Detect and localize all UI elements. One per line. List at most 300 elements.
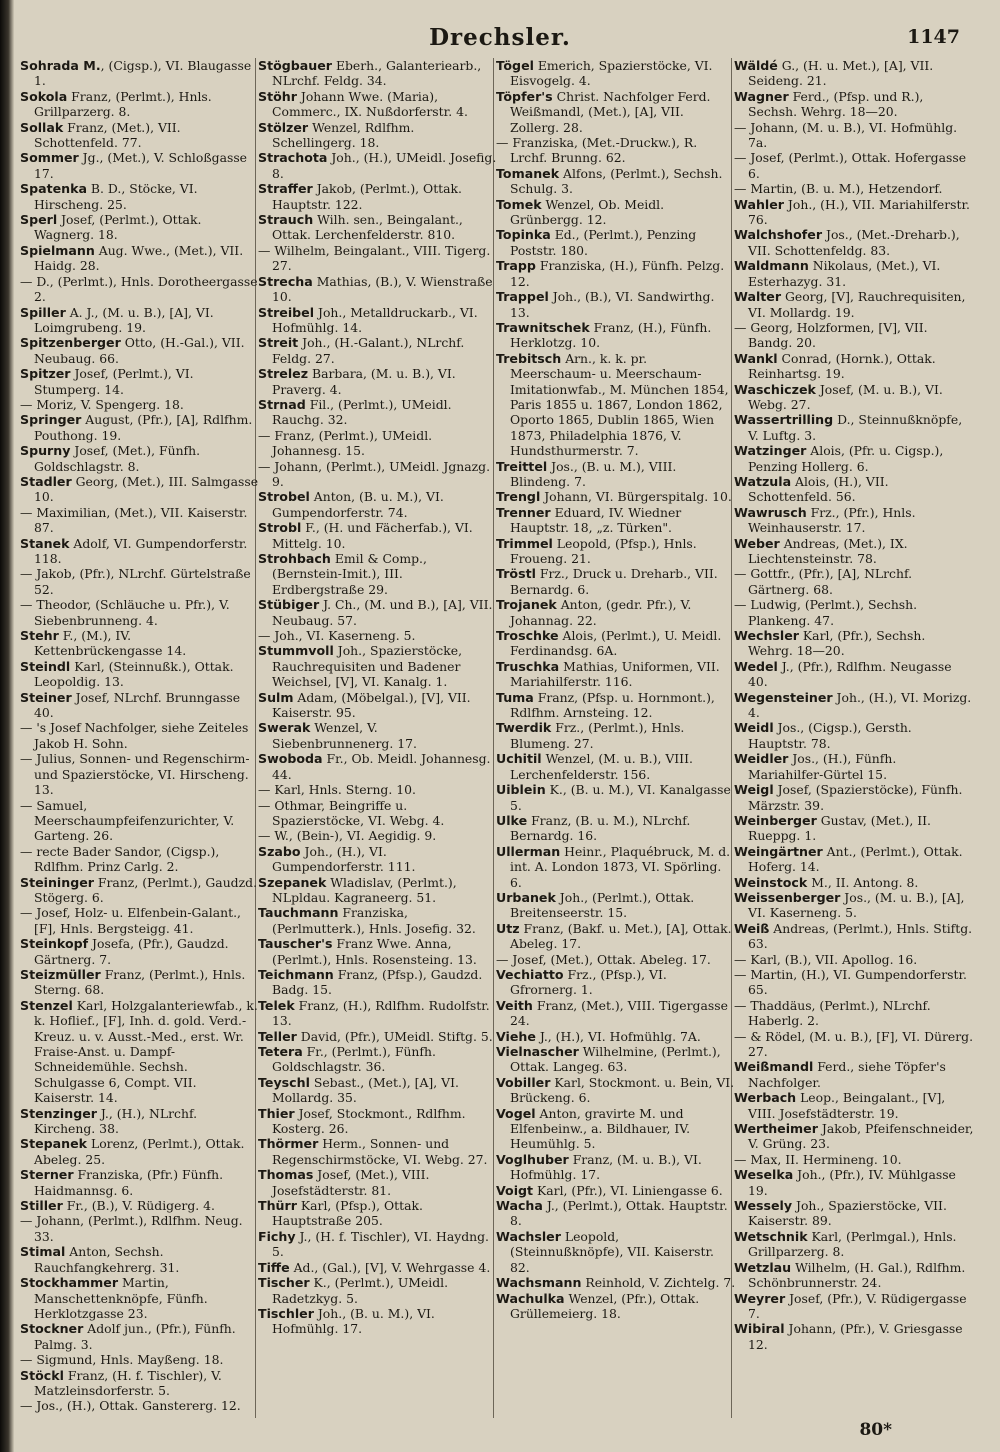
entry-name: Ulke [496,812,528,828]
directory-entry [20,536,260,567]
directory-entry [734,597,974,628]
entry-details: — Samuel, Meerschaumpfeifenzurichter, V. Garteng. 26. [20,797,235,844]
entry-details: Johann Wwe. (Maria), Commerc., IX. Nußdorferstr. 4. [272,88,468,120]
directory-entry [496,58,736,89]
entry-details: D., Steinnußknöpfe, V. Luftg. 3. [748,412,963,443]
entry-name: Streibel [258,304,315,320]
entry-name: Teichmann [258,966,334,982]
entry-details: A. J., (M. u. B.), [A], VI. Loimgrubeng. 19. [34,304,214,335]
entry-details: Wilhelmine, (Perlmt.), Ottak. Langeg. 63. [510,1044,721,1075]
entry-details: Joh., (H.-Galant.), NLrchf. Feldg. 27. [272,335,465,366]
entry-name: Steininger [20,874,94,890]
directory-entry [20,844,260,875]
entry-name: Spitzer [20,366,71,382]
entry-name: Wäldé [734,58,778,73]
directory-entry [258,875,498,906]
entry-details: Franz, (H. f. Tischler), V. Matzleinsdorferstr. 5. [34,1367,222,1398]
entry-name: Stögbauer [258,58,332,73]
directory-column-4 [734,58,974,1418]
directory-entry [496,351,736,459]
entry-name: Watzula [734,473,792,489]
directory-entry [734,150,974,181]
entry-name: Szabo [258,843,301,859]
directory-entry [734,351,974,382]
directory-column-3 [496,58,736,1418]
directory-entry [496,566,736,597]
entry-details: Jos., (B. u. M.), VIII. Blindeng. 7. [510,458,677,489]
directory-entry [20,659,260,690]
entry-name: Utz [496,920,520,936]
entry-name: Weiß [734,920,770,936]
entry-name: Waldmann [734,258,809,274]
entry-details: Ant., (Perlmt.), Ottak. Hoferg. 14. [748,843,963,875]
entry-name: Wankl [734,350,778,366]
entry-details: Josef, (Perlmt.), Ottak. Wagnerg. 18. [34,212,202,243]
entry-details: Josef, (Met.), Fünfh. Goldschlagstr. 8. [34,443,201,474]
entry-details: G., (H. u. Met.), [A], VII. Seideng. 21. [748,58,934,89]
directory-entry [496,536,736,567]
entry-name: Swerak [258,720,311,736]
entry-details: Frz., (Perlmt.), Hnls. Blumeng. 27. [510,720,685,751]
entry-details: Jg., (Met.), V. Schloßgasse 17. [34,150,248,181]
directory-entry [496,1198,736,1229]
directory-entry [734,1321,974,1352]
entry-details: Mathias, Uniformen, VII. Mariahilferstr. 116. [510,658,720,690]
entry-details: Johann, (Pfr.), V. Griesgasse 12. [748,1321,963,1352]
entry-details: J. Ch., (M. und B.), [A], VII. Neubaug. 57. [272,597,493,628]
entry-name: Wibiral [734,1321,785,1337]
page-header [0,18,1000,58]
directory-entry [496,289,736,320]
entry-details: — Joh., VI. Kaserneng. 5. [258,628,416,644]
entry-details: — recte Bader Sandor, (Cigsp.), Rdlfhm. Prinz Carlg. 2. [20,843,220,875]
entry-details: Franz Wwe. Anna, (Perlmt.), Hnls. Rosensteing. 13. [272,936,477,967]
directory-entry [734,1059,974,1090]
directory-entry [258,1229,498,1260]
entry-details: Wenzel, Ob. Meidl. Grünbergg. 12. [510,196,665,228]
entry-name: Vielnascher [496,1044,579,1059]
entry-details: B. D., Stöcke, VI. Hirscheng. 25. [34,181,198,212]
entry-details: Franz, (H.), Rdlfhm. Rudolfstr. 13. [272,997,490,1029]
entry-name: Wegensteiner [734,689,833,705]
entry-details: — D., (Perlmt.), Hnls. Dorotheergasse 2. [20,273,258,305]
entry-name: Watzinger [734,443,807,459]
directory-entry [258,1136,498,1167]
entry-name: Trimmel [496,535,553,551]
entry-details: Karl, Stockmont. u. Bein, VI. Brückeng. 6. [510,1074,735,1106]
entry-details: Josef, (Spazierstöcke), Fünfh. Märzstr. 39. [748,782,963,813]
entry-details: — Max, II. Hermineng. 10. [734,1151,902,1167]
entry-details: Jakob, (Perlmt.), Ottak. Hauptstr. 122. [272,181,462,212]
directory-entry [734,566,974,597]
directory-entry [496,659,736,690]
directory-entry [258,1167,498,1198]
entry-details: Eduard, IV. Wiedner Hauptstr. 18, „z. Türken". [510,504,682,536]
entry-details: Gustav, (Met.), II. Rueppg. 1. [748,812,931,844]
directory-entry [258,274,498,305]
entry-details: — Maximilian, (Met.), VII. Kaiserstr. 87. [20,504,248,536]
directory-entry [734,1198,974,1229]
entry-name: Stenzinger [20,1105,97,1121]
directory-entry [258,1029,498,1044]
entry-details: Mathias, (B.), V. Wienstraße 10. [272,273,493,305]
entry-details: Franz, (Perlmt.), Hnls. Grillparzerg. 8. [34,88,212,120]
entry-details: J., (Pfr.), Rdlfhm. Neugasse 40. [748,658,952,690]
entry-name: Stanek [20,535,70,551]
entry-name: Stockhammer [20,1275,119,1291]
entry-details: Leopold, (Pfsp.), Hnls. Froueng. 21. [510,535,697,566]
directory-entry [496,1183,736,1198]
directory-entry [20,89,260,120]
entry-name: Steiner [20,689,72,705]
entry-name: Wetzlau [734,1259,792,1275]
entry-name: Vogel [496,1105,536,1121]
entry-details: — Georg, Holzformen, [V], VII. Bandg. 20. [734,319,928,351]
entry-details: Otto, (H.-Gal.), VII. Neubaug. 66. [34,335,245,366]
entry-details: K., (B. u. M.), VI. Kanalgasse 5. [510,782,731,813]
directory-entry [734,89,974,120]
directory-entry [20,1244,260,1275]
entry-name: Wahler [734,196,784,212]
directory-entry [734,536,974,567]
entry-name: Steinkopf [20,936,89,952]
directory-entry [734,659,974,690]
entry-details: Wenzel, V. Siebenbrunnenerg. 17. [272,720,417,751]
directory-entry [734,998,974,1029]
entry-name: Uiblein [496,782,546,798]
directory-entry [734,875,974,890]
directory-entry [734,720,974,751]
entry-details: — Moriz, V. Spengerg. 18. [20,396,184,412]
directory-entry [496,505,736,536]
entry-name: Stenzel [20,997,73,1013]
directory-entry [496,320,736,351]
entry-name: Stockner [20,1321,84,1337]
entry-name: Trapp [496,258,536,274]
entry-details: — Martin, (B. u. M.), Hetzendorf. [734,181,943,197]
entry-name: Wachsler [496,1228,561,1244]
entry-name: Wagner [734,88,789,104]
entry-details: — Jakob, (Pfr.), NLrchf. Gürtelstraße 52. [20,566,251,597]
directory-entry [734,952,974,967]
entry-name: Viehe [496,1028,536,1044]
directory-entry [20,1167,260,1198]
entry-details: Nikolaus, (Met.), VI. Esterhazyg. 31. [748,258,941,289]
directory-entry [258,905,498,936]
entry-details: , (Cigsp.), VI. Blaugasse 1. [34,58,252,89]
directory-entry [734,258,974,289]
directory-entry [496,998,736,1029]
entry-details: Arn., k. k. pr. Meerschaum- u. Meerschaum-Imitationwfab., M. München 1854, Paris 1855 u. 1867, London 1862, Oporto 1865, Dublin 1865, Wien 1873, Philadelphia 1876, V. Hundsthurmerstr. 7. [510,350,729,459]
entry-details: Wenzel, Rdlfhm. Schellingerg. 18. [272,119,415,151]
entry-name: Stadler [20,473,72,489]
entry-name: Thürr [258,1198,297,1214]
entry-details: Wladislav, (Perlmt.), NLpldau. Kagraneerg. 51. [272,874,457,905]
entry-name: Trenner [496,504,551,520]
entry-name: Wassertrilling [734,412,834,428]
entry-name: Werbach [734,1090,797,1106]
entry-details: Wenzel, (Pfr.), Ottak. Grüllemeierg. 18. [510,1290,700,1321]
entry-details: — Theodor, (Schläuche u. Pfr.), V. Siebenbrunneng. 4. [20,597,230,628]
directory-entry [496,89,736,135]
directory-entry [734,227,974,258]
entry-details: Lorenz, (Perlmt.), Ottak. Abeleg. 25. [34,1136,245,1167]
entry-details: — 's Josef Nachfolger, siehe Zeiteles Jakob H. Sohn. [20,720,249,751]
entry-name: Ullerman [496,843,561,859]
entry-name: Strohbach [258,551,331,566]
directory-entry [258,335,498,366]
entry-details: Jos., (Met.-Dreharb.), VII. Schottenfeldg. 83. [748,227,960,258]
entry-details: Georg, [V], Rauchrequisiten, VI. Mollardg. 19. [748,289,966,320]
entry-name: Spielmann [20,242,95,258]
directory-entry [258,597,498,628]
directory-entry [20,875,260,906]
entry-name: Trawnitschek [496,319,590,335]
entry-details: — Sigmund, Hnls. Mayßeng. 18. [20,1352,224,1368]
directory-entry [734,690,974,721]
directory-entry [20,474,260,505]
entry-details: Johann, VI. Bürgerspitalg. 10. [540,489,732,505]
entry-details: Adolf, VI. Gumpendorferstr. 118. [34,535,248,566]
directory-entry [734,320,974,351]
directory-entry [20,243,260,274]
entry-details: Alois, (Perlmt.), U. Meidl. Ferdinandsg. 6A. [510,628,722,659]
entry-details: — Johann, (Perlmt.), Rdlfhm. Neug. 33. [20,1213,243,1244]
directory-entry [734,505,974,536]
directory-entry [20,597,260,628]
entry-name: Stummvoll [258,643,334,659]
entry-name: Sommer [20,150,79,166]
directory-entry [258,720,498,751]
entry-name: Trebitsch [496,350,562,366]
entry-details: Joh., (H.), VI. Gumpendorferstr. 111. [272,843,416,875]
entry-details: Herm., Sonnen- und Regenschirmstöcke, VI. Webg. 27. [272,1136,488,1167]
entry-details: Wilhelm, (H. Gal.), Rdlfhm. Schönbrunnerstr. 24. [748,1259,966,1291]
directory-entry [258,366,498,397]
entry-details: K., (Perlmt.), UMeidl. Radetzkyg. 5. [272,1275,449,1306]
entry-details: — Josef, (Met.), Ottak. Abeleg. 17. [496,951,711,967]
entry-details: Martin, Manschettenknöpfe, Fünfh. Herklotzgasse 23. [34,1275,208,1321]
directory-entry [496,1275,736,1290]
directory-entry [496,628,736,659]
entry-name: Truschka [496,658,560,674]
directory-entry [258,1044,498,1075]
entry-details: Josef, (Met.), VIII. Josefstädterstr. 81. [272,1167,430,1198]
entry-name: Tischler [258,1305,314,1321]
entry-details: J., (H.), VI. Hofmühlg. 7A. [535,1028,701,1044]
entry-name: Teller [258,1028,297,1044]
entry-name: Weinstock [734,874,808,890]
directory-entry [258,1260,498,1275]
entry-name: Strobl [258,520,302,536]
directory-entry [258,120,498,151]
entry-details: — Josef, Holz- u. Elfenbein-Galant., [F], Hnls. Bergsteigg. 41. [20,905,241,936]
entry-name: Wertheimer [734,1121,818,1137]
directory-entry [20,798,260,844]
entry-name: Twerdik [496,720,552,736]
directory-entry [258,967,498,998]
entry-name: Weissenberger [734,889,841,905]
directory-entry [734,120,974,151]
directory-columns [20,58,974,1418]
entry-details: Emil & Comp., (Bernstein-Imit.), III. Erdbergstraße 29. [272,551,427,597]
directory-entry [258,1275,498,1306]
directory-entry [20,1398,260,1413]
directory-entry [496,1075,736,1106]
directory-entry [20,1352,260,1367]
entry-details: Jos., (M. u. B.), [A], VI. Kaserneng. 5. [748,889,965,921]
directory-entry [496,751,736,782]
entry-details: Georg, (Met.), III. Salmgasse 10. [34,473,259,505]
directory-entry [496,135,736,166]
entry-details: — Othmar, Beingriffe u. Spazierstöcke, VI. Webg. 4. [258,797,445,828]
entry-name: Wessely [734,1198,793,1214]
directory-entry [734,1029,974,1060]
entry-details: Franz, (Perlmt.), Gaudzd. Stögerg. 6. [34,874,258,905]
entry-details: — Karl, Hnls. Sterng. 10. [258,782,416,798]
entry-name: Wetschnik [734,1228,808,1244]
entry-name: Strauch [258,212,314,228]
entry-details: Karl, (Pfsp.), Ottak. Hauptstraße 205. [272,1198,423,1229]
entry-details: Karl, Holzgalanteriewfab., k. k. Hoflief., [F], Inh. d. gold. Verd.-Kreuz. u. v. Ausst.-Med., erst. Wr. Fraise-Anst. u. Dampf-Schneidemühle. Sechsh. Schulgasse 6, Compt. VII. Kaiserstr. 14. [34,997,258,1106]
directory-entry [20,628,260,659]
entry-name: Thomas [258,1167,314,1183]
entry-name: Spitzenberger [20,335,121,351]
entry-details: Karl, (Pfr.), Sechsh. Wehrg. 18—20. [748,628,926,659]
entry-details: Franz, (Pfsp.), Gaudzd. Badg. 15. [272,966,483,998]
entry-details: Reinhold, V. Zichtelg. 7. [581,1275,736,1291]
entry-name: Straffer [258,181,313,197]
directory-entry [20,566,260,597]
entry-name: Uchitil [496,751,542,767]
entry-details: M., II. Antong. 8. [807,874,919,890]
directory-entry [734,1152,974,1167]
entry-details: — Gottfr., (Pfr.), [A], NLrchf. Gärtnerg. 68. [734,566,913,597]
entry-details: Heinr., Plaquébruck, M. d. int. A. London 1873, VI. Spörling. 6. [510,843,731,890]
directory-entry [496,720,736,751]
entry-details: Alfons, (Perlmt.), Sechsh. Schulg. 3. [510,165,723,197]
entry-name: Weidler [734,751,789,767]
directory-entry [734,181,974,196]
entry-name: Wawrusch [734,504,807,520]
entry-name: Urbanek [496,889,556,905]
directory-entry [20,967,260,998]
entry-details: Joh., (Perlmt.), Ottak. Breitenseerstr. 15. [510,889,695,921]
directory-entry [496,489,736,504]
entry-details: Joh., (B. u. M.), VI. Hofmühlg. 17. [272,1305,435,1337]
directory-entry [734,844,974,875]
directory-entry [20,936,260,967]
entry-details: Frz., (Pfsp.), VI. Gfrornerg. 1. [510,966,667,998]
entry-name: Tröstl [496,566,536,582]
entry-details: Franziska, (Perlmutterk.), Hnls. Josefig. 32. [272,905,476,936]
directory-entry [258,1306,498,1337]
page-number: 1147 [907,26,960,48]
entry-details: Wenzel, (M. u. B.), VIII. Lerchenfelderstr. 156. [510,751,693,782]
directory-entry [496,967,736,998]
directory-entry [496,890,736,921]
directory-entry [734,1229,974,1260]
entry-name: Vobiller [496,1074,551,1090]
entry-name: Swoboda [258,751,323,767]
entry-details: Adam, (Möbelgal.), [V], VII. Kaiserstr. 95. [272,689,471,721]
directory-entry [734,58,974,89]
entry-name: Weber [734,535,780,551]
directory-entry [258,397,498,428]
entry-name: Strelez [258,366,309,382]
entry-details: Josef, Stockmont., Rdlfhm. Kosterg. 26. [272,1105,466,1137]
page-binding-edge [0,0,14,1452]
entry-details: Josef, (Pfr.), V. Rüdigergasse 7. [748,1290,967,1321]
entry-name: Tuma [496,689,534,705]
entry-name: Tögel [496,58,534,73]
entry-name: Teyschl [258,1074,310,1090]
entry-details: Josefa, (Pfr.), Gaudzd. Gärtnerg. 7. [34,936,229,967]
entry-details: Joh., Metalldruckarb., VI. Hofmühlg. 14. [272,304,478,335]
entry-name: Weigl [734,782,774,798]
entry-details: Joh., (Pfr.), IV. Mühlgasse 19. [748,1167,956,1198]
directory-entry [496,782,736,813]
entry-name: Sterner [20,1167,74,1183]
directory-entry [496,597,736,628]
entry-name: Steizmüller [20,966,101,982]
entry-details: F., (M.), IV. Kettenbrückengasse 14. [34,628,187,659]
entry-details: Ed., (Perlmt.), Penzing Poststr. 180. [510,227,697,258]
entry-details: — Martin, (H.), VI. Gumpendorferstr. 65. [734,966,968,998]
entry-details: Josef, NLrchf. Brunngasse 40. [34,689,241,721]
directory-entry [258,844,498,875]
entry-details: Joh., Spazierstöcke, VII. Kaiserstr. 89. [748,1198,947,1229]
directory-entry [20,366,260,397]
directory-entry [496,1152,736,1183]
entry-name: Sokola [20,88,68,104]
entry-details: Joh., (H.), VI. Morizg. 4. [748,689,972,721]
entry-details: Fr., (B.), V. Rüdigerg. 4. [62,1198,215,1214]
entry-name: Stölzer [258,119,309,135]
directory-entry [496,1291,736,1322]
entry-name: Fichy [258,1228,296,1244]
directory-entry [734,1121,974,1152]
entry-details: — Josef, (Perlmt.), Ottak. Hofergasse 6. [734,150,967,181]
directory-entry [734,782,974,813]
entry-name: Telek [258,997,295,1013]
directory-entry [258,305,498,336]
directory-entry [258,89,498,120]
directory-entry [496,690,736,721]
entry-details: Franziska, (H.), Fünfh. Pelzg. 12. [510,258,725,289]
entry-name: Wachulka [496,1290,565,1306]
entry-details: — Ludwig, (Perlmt.), Sechsh. Plankeng. 47. [734,597,918,628]
entry-name: Strecha [258,273,313,289]
directory-column-1 [20,58,260,1418]
directory-entry [734,921,974,952]
entry-name: Weißmandl [734,1059,814,1075]
entry-details: Emerich, Spazierstöcke, VI. Eisvogelg. 4. [510,58,713,89]
directory-entry [258,551,498,597]
directory-entry [496,166,736,197]
entry-details: Franz, (Perlmt.), Hnls. Sterng. 68. [34,966,246,998]
entry-name: Trojanek [496,597,557,613]
directory-entry [734,474,974,505]
entry-name: Tiffe [258,1259,290,1275]
entry-name: Sperl [20,212,58,228]
directory-entry [258,628,498,643]
entry-details: — Johann, (M. u. B.), VI. Hofmühlg. 7a. [734,119,958,151]
directory-column-2 [258,58,498,1418]
directory-entry [20,1321,260,1352]
entry-details: Franz, (H.), Fünfh. Herklotzg. 10. [510,319,712,351]
directory-entry [496,921,736,952]
